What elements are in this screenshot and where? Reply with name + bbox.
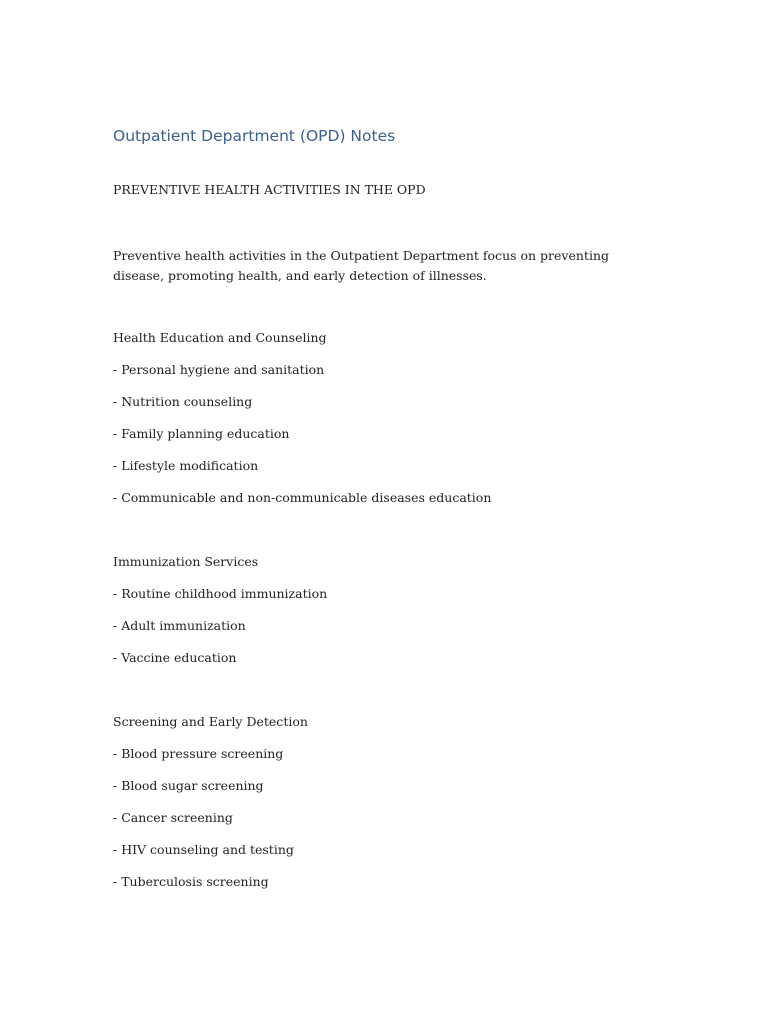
list-item: - Family planning education <box>113 426 290 441</box>
section-heading: Health Education and Counseling <box>113 330 327 345</box>
intro-paragraph: Preventive health activities in the Outpatient Department focus on preventing disease, promoting health, and early detection of illnesses. <box>113 248 610 283</box>
section-health-education <box>113 330 491 522</box>
list-item: - Tuberculosis screening <box>113 874 269 889</box>
list-item: - Personal hygiene and sanitation <box>113 362 325 377</box>
list-item: - Communicable and non-communicable diseases education <box>113 490 492 505</box>
list-item: - Nutrition counseling <box>113 394 253 409</box>
list-item: - Lifestyle modification <box>113 458 259 473</box>
list-item: - Blood sugar screening <box>113 778 264 793</box>
section-immunization <box>113 554 327 682</box>
list-item: - Routine childhood immunization <box>113 586 328 601</box>
list-item: - HIV counseling and testing <box>113 842 294 857</box>
document-subtitle: PREVENTIVE HEALTH ACTIVITIES IN THE OPD <box>113 182 426 197</box>
list-item: - Vaccine education <box>113 650 237 665</box>
document-content <box>113 124 673 889</box>
document-title: Outpatient Department (OPD) Notes <box>113 127 396 145</box>
list-item: - Cancer screening <box>113 810 233 825</box>
section-heading: Immunization Services <box>113 554 259 569</box>
list-item: - Adult immunization <box>113 618 246 633</box>
section-screening <box>113 714 308 906</box>
list-item: - Blood pressure screening <box>113 746 284 761</box>
section-heading: Screening and Early Detection <box>113 714 308 729</box>
